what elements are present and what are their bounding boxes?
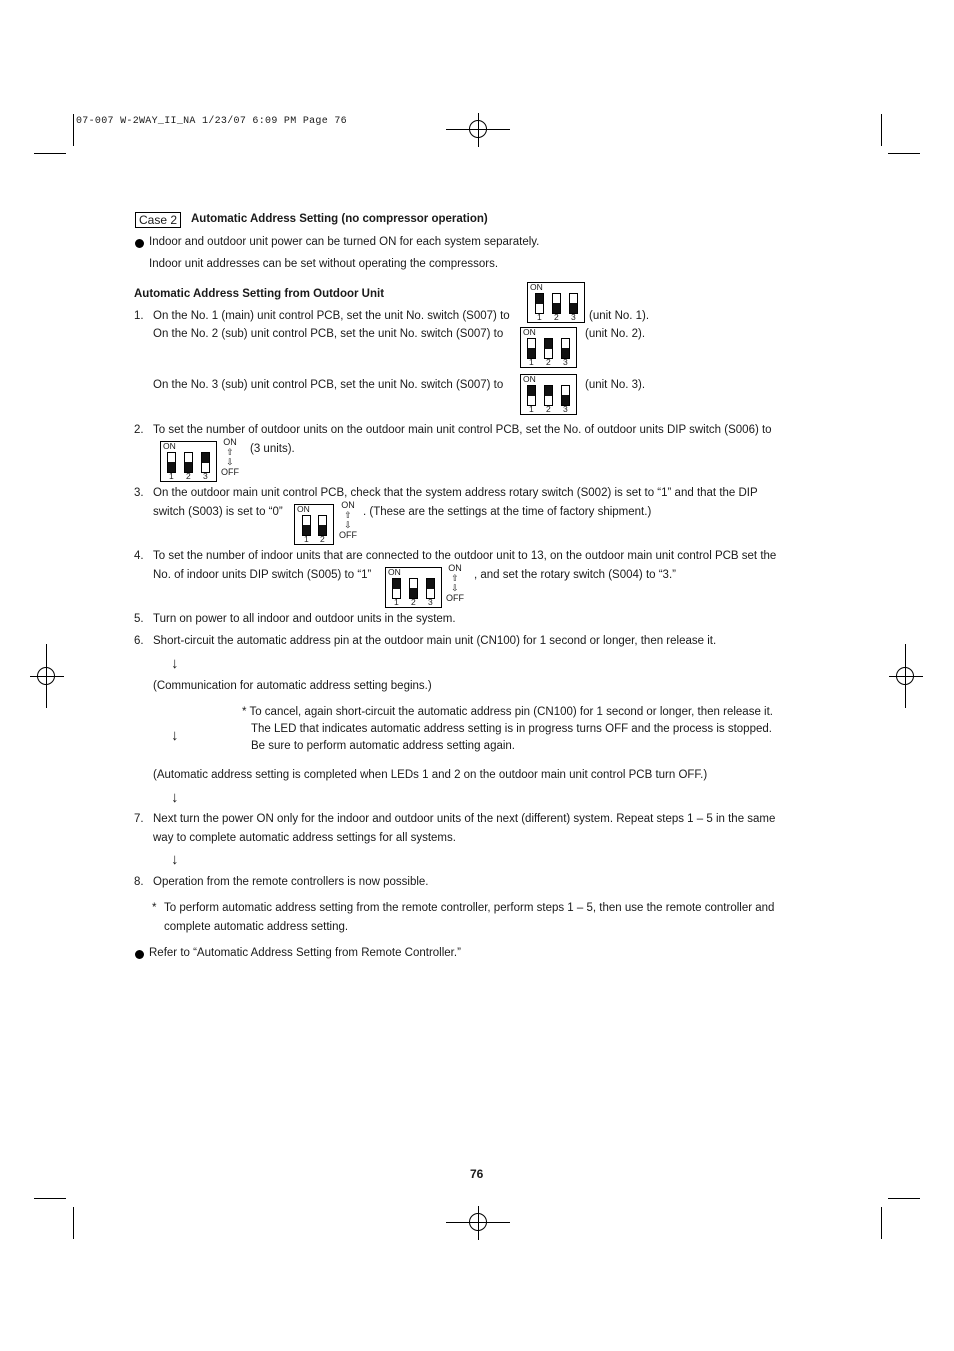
dip-switch-unit2-s007: [520, 327, 577, 368]
dip-lever: [569, 293, 578, 314]
dip-lever-number: 2: [186, 471, 191, 481]
dip-lever: [527, 338, 536, 359]
switch-on-label: ON: [163, 441, 176, 451]
dip-lever: [201, 452, 210, 473]
step8-note-star: *: [152, 902, 157, 914]
dip-lever-number: 1: [169, 471, 174, 481]
step8-text: Operation from the remote controllers is now possible.: [153, 876, 429, 888]
step-number: 6.: [134, 635, 144, 647]
step7-text: Next turn the power ON only for the indoor and outdoor units of the next (different) system. Repeat steps 1 – 5 in the same: [153, 813, 776, 825]
step-number: 8.: [134, 876, 144, 888]
dip-lever: [302, 515, 311, 536]
registration-mark-top: [446, 113, 510, 147]
dip-lever: [561, 338, 570, 359]
dip-lever-number: 1: [304, 534, 309, 544]
dip-lever: [527, 385, 536, 406]
dip-lever-number: 2: [546, 404, 551, 414]
dip-lever-number: 2: [546, 357, 551, 367]
refer-text: Refer to “Automatic Address Setting from Remote Controller.”: [149, 947, 461, 959]
crop-mark: [881, 1207, 882, 1239]
dip-lever-number: 2: [320, 534, 325, 544]
step1-text-c: On the No. 3 (sub) unit control PCB, set the unit No. switch (S007) to: [153, 379, 504, 391]
dip-lever: [392, 578, 401, 599]
step1-suffix-c: (unit No. 3).: [585, 379, 646, 391]
dip-lever-number: 1: [394, 597, 399, 607]
down-arrow-icon: ↓: [171, 851, 179, 868]
step1-text-a: On the No. 1 (main) unit control PCB, set the unit No. switch (S007) to: [153, 310, 510, 322]
dip-lever-number: 3: [563, 357, 568, 367]
step1-text-b: On the No. 2 (sub) unit control PCB, set the unit No. switch (S007) to: [153, 328, 504, 340]
step3-text-2: switch (S003) is set to “0”: [153, 506, 283, 518]
switch-on-label: ON: [523, 327, 536, 337]
step-number: 2.: [134, 424, 144, 436]
step-number: 3.: [134, 487, 144, 499]
step1-suffix-a: (unit No. 1).: [589, 310, 650, 322]
dip-lever: [409, 578, 418, 599]
crop-mark: [888, 153, 920, 154]
dip-lever: [184, 452, 193, 473]
step4-suffix: , and set the rotary switch (S004) to “3.”: [474, 569, 676, 581]
step6-cancel-3: Be sure to perform automatic address setting again.: [251, 740, 516, 752]
step2-text: To set the number of outdoor units on the outdoor main unit control PCB, set the No. of outdoor units DIP switch (S006) to: [153, 424, 772, 436]
step6-text: Short-circuit the automatic address pin at the outdoor main unit (CN100) for 1 second or longer, then release it.: [153, 635, 717, 647]
step5-text: Turn on power to all indoor and outdoor units in the system.: [153, 613, 456, 625]
on-off-indicator: ON ⇧ ⇩ OFF: [446, 563, 464, 603]
step8-note-2: complete automatic address setting.: [164, 921, 349, 933]
step2-suffix: (3 units).: [250, 443, 295, 455]
crop-mark: [881, 114, 882, 146]
dip-lever: [167, 452, 176, 473]
switch-on-label: ON: [530, 282, 543, 292]
dip-switch-s005: [385, 567, 442, 608]
step-number: 1.: [134, 310, 144, 322]
step4-text-2: No. of indoor units DIP switch (S005) to “1”: [153, 569, 372, 581]
step6-cancel-1: * To cancel, again short-circuit the automatic address pin (CN100) for 1 second or longer, then release it.: [242, 706, 773, 718]
step4-text: To set the number of indoor units that are connected to the outdoor unit to 13, on the outdoor main unit control PCB set the: [153, 550, 777, 562]
step-number: 4.: [134, 550, 144, 562]
dip-switch-unit3-s007: [520, 374, 577, 415]
registration-mark-right: [889, 644, 923, 708]
subheading: Automatic Address Setting from Outdoor Unit: [134, 288, 385, 300]
crop-mark: [888, 1198, 920, 1199]
down-arrow-icon: ↓: [171, 727, 179, 744]
crop-mark: [34, 153, 66, 154]
step-number: 5.: [134, 613, 144, 625]
dip-lever-number: 3: [563, 404, 568, 414]
registration-mark-bottom: [446, 1206, 510, 1240]
step7-text-2: way to complete automatic address settings for all systems.: [153, 832, 456, 844]
step6-cancel-2: The LED that indicates automatic address setting is in progress turns OFF and the process is stopped.: [251, 723, 772, 735]
crop-mark: [73, 114, 74, 146]
step8-note-1: To perform automatic address setting from the remote controller, perform steps 1 – 5, then use the remote controller and: [164, 902, 775, 914]
dip-lever-number: 1: [529, 404, 534, 414]
dip-lever-number: 3: [428, 597, 433, 607]
step1-suffix-b: (unit No. 2).: [585, 328, 646, 340]
dip-lever-number: 1: [529, 357, 534, 367]
intro-line-2: Indoor unit addresses can be set without operating the compressors.: [149, 258, 499, 270]
dip-switch-s006: [160, 441, 217, 482]
switch-on-label: ON: [523, 374, 536, 384]
step3-suffix: . (These are the settings at the time of factory shipment.): [363, 506, 652, 518]
step3-text: On the outdoor main unit control PCB, check that the system address rotary switch (S002) is set to “1” and that the DIP: [153, 487, 758, 499]
case-label: Case 2: [135, 212, 181, 228]
dip-switch-s003: [294, 504, 334, 545]
dip-lever-number: 2: [411, 597, 416, 607]
intro-line-1: Indoor and outdoor unit power can be turned ON for each system separately.: [149, 236, 540, 248]
step6-completed: (Automatic address setting is completed when LEDs 1 and 2 on the outdoor main unit control PCB turn OFF.): [153, 769, 708, 781]
on-off-indicator: ON ⇧ ⇩ OFF: [339, 500, 357, 540]
dip-lever: [544, 338, 553, 359]
bullet-icon: [135, 950, 144, 959]
step-number: 7.: [134, 813, 144, 825]
page-number: 76: [470, 1167, 484, 1181]
dip-switch-unit1-s007: [527, 282, 585, 323]
registration-mark-left: [30, 644, 64, 708]
dip-lever-number: 3: [203, 471, 208, 481]
on-off-indicator: ON ⇧ ⇩ OFF: [221, 437, 239, 477]
switch-on-label: ON: [297, 504, 310, 514]
dip-lever: [552, 293, 561, 314]
crop-mark: [73, 1207, 74, 1239]
step6-begins: (Communication for automatic address setting begins.): [153, 680, 432, 692]
print-slug: 07-007 W-2WAY_II_NA 1/23/07 6:09 PM Page 76: [76, 116, 347, 127]
dip-lever: [426, 578, 435, 599]
bullet-icon: [135, 239, 144, 248]
dip-lever: [544, 385, 553, 406]
down-arrow-icon: ↓: [171, 655, 179, 672]
dip-lever-number: 1: [537, 312, 542, 322]
section-heading: Automatic Address Setting (no compressor operation): [191, 213, 488, 225]
dip-lever-number: 2: [554, 312, 559, 322]
down-arrow-icon: ↓: [171, 789, 179, 806]
switch-on-label: ON: [388, 567, 401, 577]
dip-lever: [535, 293, 544, 314]
dip-lever-number: 3: [571, 312, 576, 322]
dip-lever: [561, 385, 570, 406]
crop-mark: [34, 1198, 66, 1199]
dip-lever: [318, 515, 327, 536]
